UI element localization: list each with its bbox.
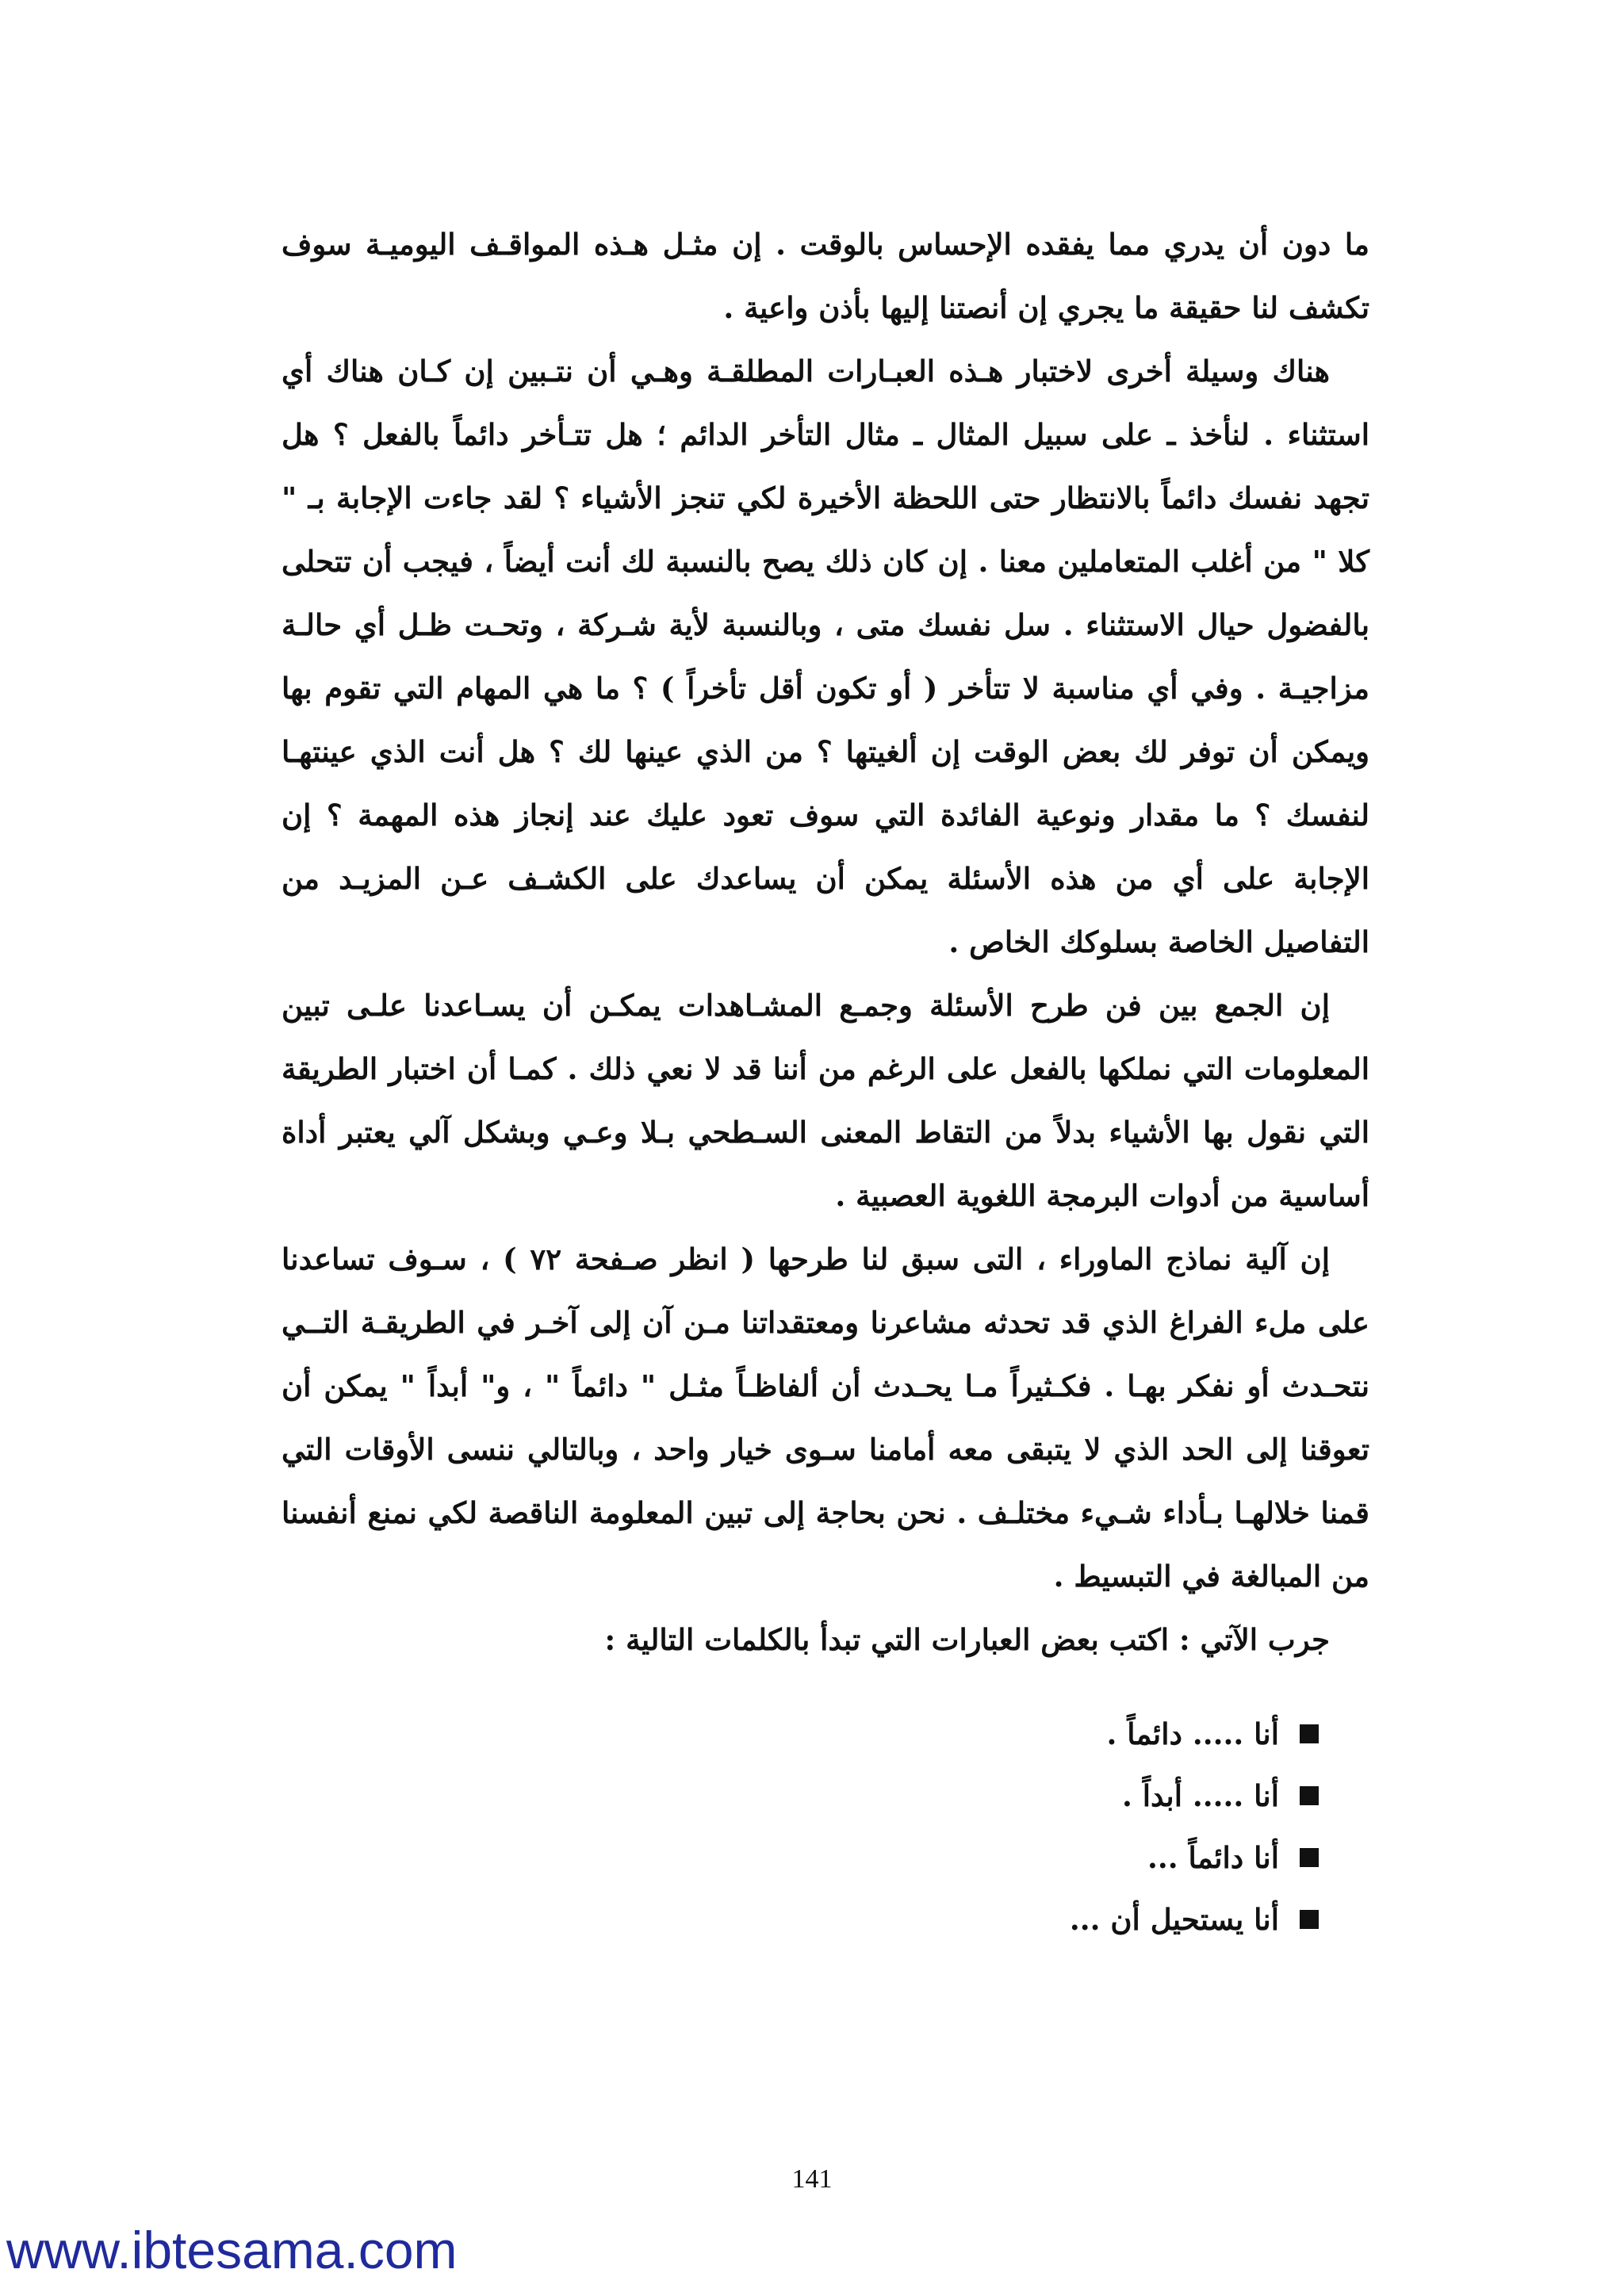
paragraph-1: ما دون أن يدري مما يفقده الإحساس بالوقت . إن مثـل هـذه المواقـف اليوميـة سوف تكشف لنا حقيقة ما يجري إن أنصتنا إليها بأذن واعية . (282, 227, 1369, 325)
list-item-text: أنا دائماً ... (1147, 1840, 1279, 1875)
paragraph-4: إن آلية نماذج الماوراء ، التى سبق لنا طرحها ( انظر صـفحة ٧٢ ) ، سـوف تساعدنا على ملء الفراغ الذي قد تحدثه مشاعرنا ومعتقداتنا مـن آن إلى آخـر في الطريقـة التــي نتحـدث أو نفكر بهـا . فكـثيراً مـا يحـدث أن ألفاظـاً مثـل " دائماً " ، و" أبداً " يمكن أن تعوقنا إلى الحد الذي لا يتبقى معه أمامنا سـوى خيار واحد ، وبالتالي ننسى الأوقات التي قمنا خلالهـا بـأداء شـيء مختلـف . نحن بحاجة إلى تبين المعلومة الناقصة لكي نمنع أنفسنا من المبالغة في التبسيط . (282, 1242, 1369, 1594)
page-number: 141 (791, 2164, 833, 2194)
list-item (1070, 1827, 1319, 1888)
list-item-text: أنا يستحيل أن ... (1069, 1902, 1279, 1937)
list-item (1070, 1703, 1319, 1765)
paragraph-3: إن الجمع بين فن طرح الأسئلة وجمـع المشـاهدات يمكـن أن يسـاعدنا علـى تبين المعلومات التي نملكها بالفعل على الرغم من أننا قد لا نعي ذلك . كمـا أن اختبار الطريقة التي نقول بها الأشياء بدلاً من التقاط المعنى السـطحي بـلا وعـي وبشكل آلي يعتبر أداة أساسية من أدوات البرمجة اللغوية العصبية . (282, 988, 1369, 1213)
bullet-list (1070, 1703, 1319, 1950)
list-item (1070, 1888, 1319, 1950)
square-bullet-icon (1300, 1724, 1319, 1743)
square-bullet-icon (1300, 1848, 1319, 1867)
list-item-text: أنا ..... دائماً . (1106, 1716, 1279, 1751)
body-text (282, 212, 1369, 1671)
square-bullet-icon (1300, 1910, 1319, 1929)
list-item (1070, 1765, 1319, 1827)
paragraph-2: هناك وسيلة أخرى لاختبار هـذه العبـارات المطلقـة وهـي أن نتـبين إن كـان هناك أي استثناء . لنأخذ ـ على سبيل المثال ـ مثال التأخر الدائم ؛ هل تتـأخر دائماً بالفعل ؟ هل تجهد نفسك دائماً بالانتظار حتى اللحظة الأخيرة لكي تنجز الأشياء ؟ لقد جاءت الإجابة بـ " كلا " من أغلب المتعاملين معنا . إن كان ذلك يصح بالنسبة لك أنت أيضاً ، فيجب أن تتحلى بالفضول حيال الاستثناء . سل نفسك متى ، وبالنسبة لأية شـركة ، وتحـت ظـل أي حالـة مزاجيـة . وفي أي مناسبة لا تتأخر ( أو تكون أقل تأخراً ) ؟ ما هي المهام التي تقوم بها ويمكن أن توفر لك بعض الوقت إن ألغيتها ؟ من الذي عينها لك ؟ هل أنت الذي عينتهـا لنفسك ؟ ما مقدار ونوعية الفائدة التي سوف تعود عليك عند إنجاز هذه المهمة ؟ إن الإجابة على أي من هذه الأسئلة يمكن أن يساعدك على الكشـف عـن المزيـد من التفاصيل الخاصة بسلوكك الخاص . (282, 354, 1369, 959)
list-item-text: أنا ..... أبداً . (1121, 1778, 1279, 1813)
square-bullet-icon (1300, 1786, 1319, 1805)
paragraph-5: جرب الآتي : اكتب بعض العبارات التي تبدأ بالكلمات التالية : (604, 1622, 1330, 1657)
watermark-link[interactable]: www.ibtesama.com (6, 2221, 458, 2279)
